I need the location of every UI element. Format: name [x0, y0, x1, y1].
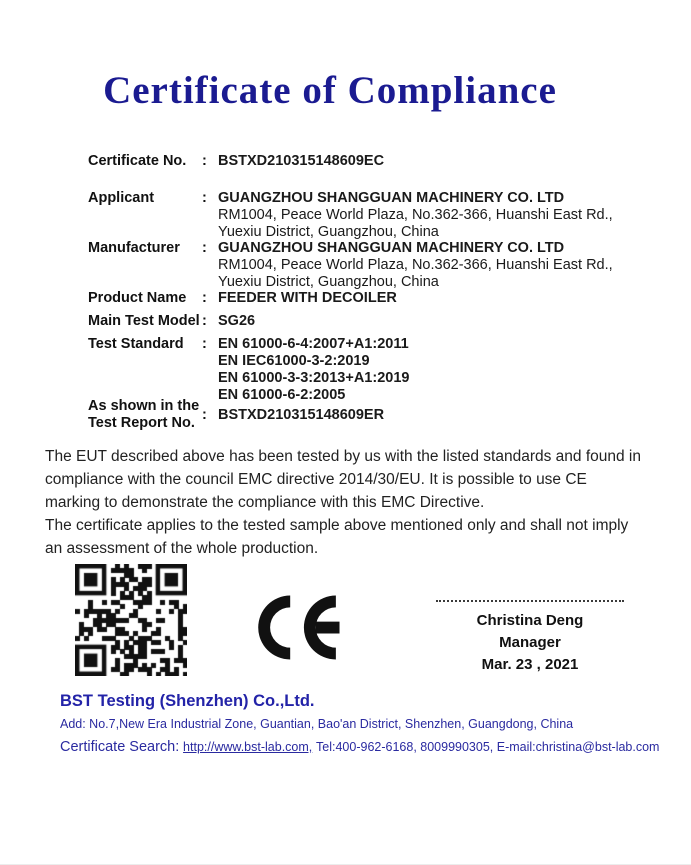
field-label-certificate-no: Certificate No.: [88, 153, 187, 169]
applicant-address-line1: RM1004, Peace World Plaza, No.362-366, Huanshi East Rd.,: [218, 207, 613, 223]
manufacturer-name: GUANGZHOU SHANGGUAN MACHINERY CO. LTD: [218, 240, 565, 256]
compliance-statement: [45, 445, 641, 560]
statement-paragraph-2: The certificate applies to the tested sample above mentioned only and shall not imply an assessment of the whole production.: [45, 517, 629, 557]
ce-mark-icon: [250, 593, 345, 662]
test-standard-2: EN IEC61000-3-2:2019: [218, 353, 370, 369]
colon-separator: :: [202, 153, 207, 169]
field-label-manufacturer: Manufacturer: [88, 240, 180, 256]
colon-separator: :: [202, 240, 207, 256]
test-standard-3: EN 61000-3-3:2013+A1:2019: [218, 370, 410, 386]
certificate-title: Certificate of Compliance: [103, 69, 557, 112]
field-label-test-standard: Test Standard: [88, 336, 184, 352]
qr-code: [75, 564, 187, 676]
manufacturer-address-line1: RM1004, Peace World Plaza, No.362-366, Huanshi East Rd.,: [218, 257, 613, 273]
certificate-no-value: BSTXD210315148609EC: [218, 153, 385, 169]
certificate-search-link[interactable]: http://www.bst-lab.com,: [183, 740, 313, 754]
footer: [60, 692, 670, 755]
field-label-product-name: Product Name: [88, 290, 187, 306]
signature-date: Mar. 23 , 2021: [481, 656, 579, 673]
colon-separator: :: [202, 406, 207, 423]
certificate-search-label: Certificate Search:: [60, 739, 180, 755]
signature-block: [430, 600, 630, 676]
applicant-name: GUANGZHOU SHANGGUAN MACHINERY CO. LTD: [218, 190, 565, 206]
signature-dotted-line: [436, 600, 624, 602]
test-standard-1: EN 61000-6-4:2007+A1:2011: [218, 336, 409, 352]
field-manufacturer: [88, 240, 613, 291]
field-main-test-model: [88, 313, 255, 330]
colon-separator: :: [202, 190, 207, 206]
field-label-main-test-model: Main Test Model: [88, 313, 200, 329]
manufacturer-address-line2: Yuexiu District, Guangzhou, China: [218, 274, 439, 290]
field-label-applicant: Applicant: [88, 190, 155, 206]
field-certificate-no: [88, 153, 384, 170]
applicant-address-line2: Yuexiu District, Guangzhou, China: [218, 224, 439, 240]
test-report-label-line2: Test Report No.: [88, 415, 195, 431]
field-product-name: [88, 290, 397, 307]
signatory-title: Manager: [499, 634, 561, 651]
test-standard-4: EN 61000-6-2:2005: [218, 387, 346, 403]
statement-paragraph-1: The EUT described above has been tested by us with the listed standards and found in compliance with the council EMC directive 2014/30/EU. It is possible to use CE marking to demonstrate the compliance with this EMC Directive.: [45, 448, 641, 511]
field-test-report-no: [88, 398, 384, 432]
field-label-test-report-no: [88, 398, 202, 432]
contact-info: Tel:400-962-6168, 8009990305, E-mail:christina@bst-lab.com: [316, 740, 660, 754]
colon-separator: :: [202, 336, 207, 352]
lab-address: Add: No.7,New Era Industrial Zone, Guantian, Bao'an District, Shenzhen, Guangdong, China: [60, 717, 574, 731]
footer-contact-line: [60, 739, 670, 755]
signatory-name: Christina Deng: [476, 612, 584, 629]
field-test-standard: [88, 336, 409, 404]
test-report-label-line1: As shown in the: [88, 398, 200, 414]
lab-company-name: BST Testing (Shenzhen) Co.,Ltd.: [60, 692, 315, 710]
main-test-model-value: SG26: [218, 313, 256, 329]
colon-separator: :: [202, 290, 207, 306]
field-applicant: [88, 190, 613, 241]
colon-separator: :: [202, 313, 207, 329]
product-name-value: FEEDER WITH DECOILER: [218, 290, 397, 306]
test-report-no-value: BSTXD210315148609ER: [218, 406, 385, 423]
